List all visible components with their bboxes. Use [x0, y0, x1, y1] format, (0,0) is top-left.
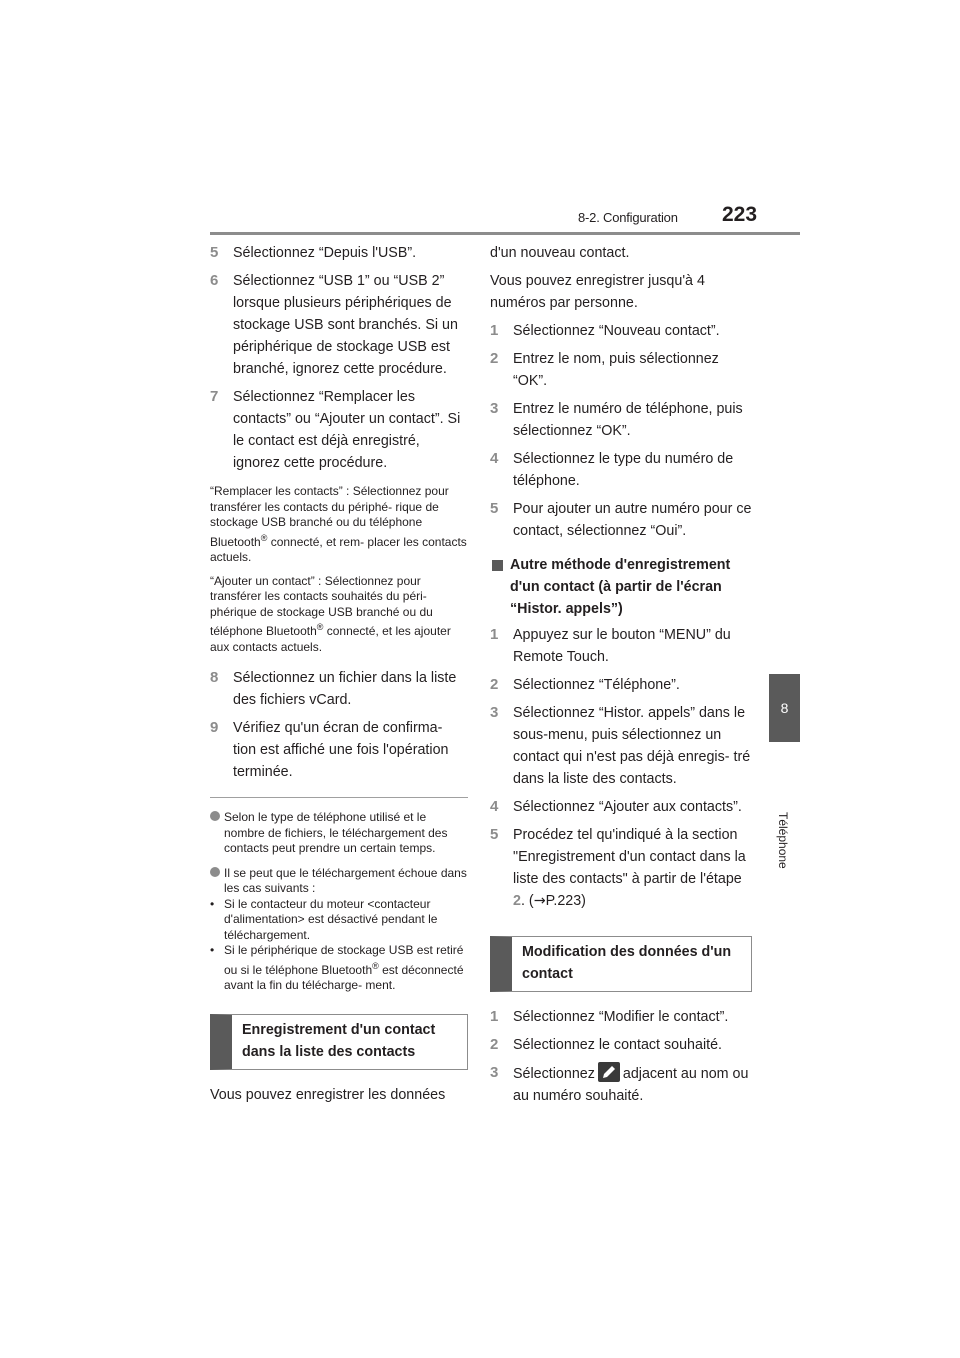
info-bullet: Selon le type de téléphone utilisé et le nombre de fichiers, le téléchargement des contacts peut prendre un certain temps.	[210, 810, 468, 857]
bullet-icon	[210, 811, 220, 821]
step-item: 5 Sélectionnez “Depuis l'USB”.	[210, 244, 417, 261]
section-title: 8-2. Configuration	[578, 210, 678, 225]
bullet-icon	[210, 867, 220, 877]
step-item: 9 Vérifiez qu'un écran de confirma- tion est affiché une fois l'opération terminée.	[210, 719, 449, 780]
step-item: 1 Appuyez sur le bouton “MENU” du Remote Touch.	[490, 626, 731, 665]
step-item: 2 Entrez le nom, puis sélectionnez “OK”.	[490, 350, 719, 389]
step-item: 2 Sélectionnez “Téléphone”.	[490, 676, 680, 693]
note-add: “Ajouter un contact” : Sélectionnez pour transférer les contacts souhaités du péri- phérique de stockage USB branché ou du téléphone Bluetooth® connecté, et les ajouter aux contacts actuels.	[210, 573, 451, 654]
step-item: 3 Entrez le numéro de téléphone, puis sélectionnez “OK”.	[490, 400, 743, 439]
body-text: d'un nouveau contact.	[490, 245, 630, 261]
step-item: 3 Sélectionnez “Histor. appels” dans le sous-menu, puis sélectionnez un contact qui n'est pas déjà enregis- tré dans la liste des contacts.	[490, 704, 751, 787]
step-item: 1 Sélectionnez “Modifier le contact”.	[490, 1008, 729, 1025]
header-divider	[210, 232, 800, 235]
right-column	[490, 242, 752, 1113]
step-item: 4 Sélectionnez le type du numéro de téléphone.	[490, 450, 734, 489]
step-item: 6 Sélectionnez “USB 1” ou “USB 2” lorsque plusieurs périphériques de stockage USB sont branchés. Si un périphérique de stockage USB est branché, ignorez cette procédure.	[210, 272, 458, 377]
step-reference: 2	[513, 893, 521, 909]
step-item: 8 Sélectionnez un fichier dans la liste des fichiers vCard.	[210, 669, 457, 708]
left-column	[210, 242, 468, 1112]
step-item: 7 Sélectionnez “Remplacer les contacts” ou “Ajouter un contact”. Si le contact est déjà enregistré, ignorez cette procédure.	[210, 388, 461, 471]
step-item: 5 Procédez tel qu'indiqué à la section "Enregistrement d'un contact dans la liste des contacts" à partir de l'étape 2. (→P.223)	[490, 826, 746, 909]
square-bullet-icon	[492, 560, 503, 571]
chapter-number: 8	[780, 700, 789, 716]
chapter-tab	[769, 674, 800, 742]
step-item: 2 Sélectionnez le contact souhaité.	[490, 1036, 723, 1053]
sub-item: • Si le périphérique de stockage USB est retiré ou si le téléphone Bluetooth® est déconnecté avant la fin du télécharge- ment.	[210, 943, 464, 992]
step-item: 5 Pour ajouter un autre numéro pour ce contact, sélectionnez “Oui”.	[490, 500, 752, 539]
step-item: 4 Sélectionnez “Ajouter aux contacts”.	[490, 798, 742, 815]
step-item: 3 Sélectionnez adjacent au nom ou au numéro souhaité.	[490, 1064, 749, 1104]
step-item: 1 Sélectionnez “Nouveau contact”.	[490, 322, 720, 339]
body-text: Vous pouvez enregistrer jusqu'à 4 numéros par personne.	[490, 273, 705, 311]
divider	[210, 797, 468, 798]
page-number: 223	[722, 203, 758, 226]
chapter-label: Téléphone	[776, 812, 790, 869]
pencil-icon	[598, 1062, 620, 1082]
section-heading-register: Enregistrement d'un contact dans la liste des contacts	[210, 1014, 468, 1070]
sub-item: • Si le contacteur du moteur <contacteur d'alimentation> est désactivé pendant le téléchargement.	[210, 896, 438, 942]
section-heading-modify: Modification des données d'un contact	[490, 936, 752, 992]
subsection-heading: Autre méthode d'enregistrement d'un contact (à partir de l'écran “Histor. appels”)	[490, 554, 752, 620]
arrow-icon: →	[533, 893, 546, 909]
note-replace: “Remplacer les contacts” : Sélectionnez pour transférer les contacts du périphé- rique de stockage USB branché ou du téléphone Bluetooth® connecté, et rem- placer les contacts actuels.	[210, 484, 467, 564]
body-text: Vous pouvez enregistrer les données	[210, 1086, 446, 1103]
page-link[interactable]: P.223)	[545, 893, 586, 909]
info-bullet: Il se peut que le téléchargement échoue dans les cas suivants : • Si le contacteur du moteur <contacteur d'alimentation> est désactivé pendant le téléchargement. • Si le périphérique de stockage USB est retiré ou si le téléphone Bluetooth® est déconnecté avant la fin du télécharge- ment.	[210, 865, 467, 992]
